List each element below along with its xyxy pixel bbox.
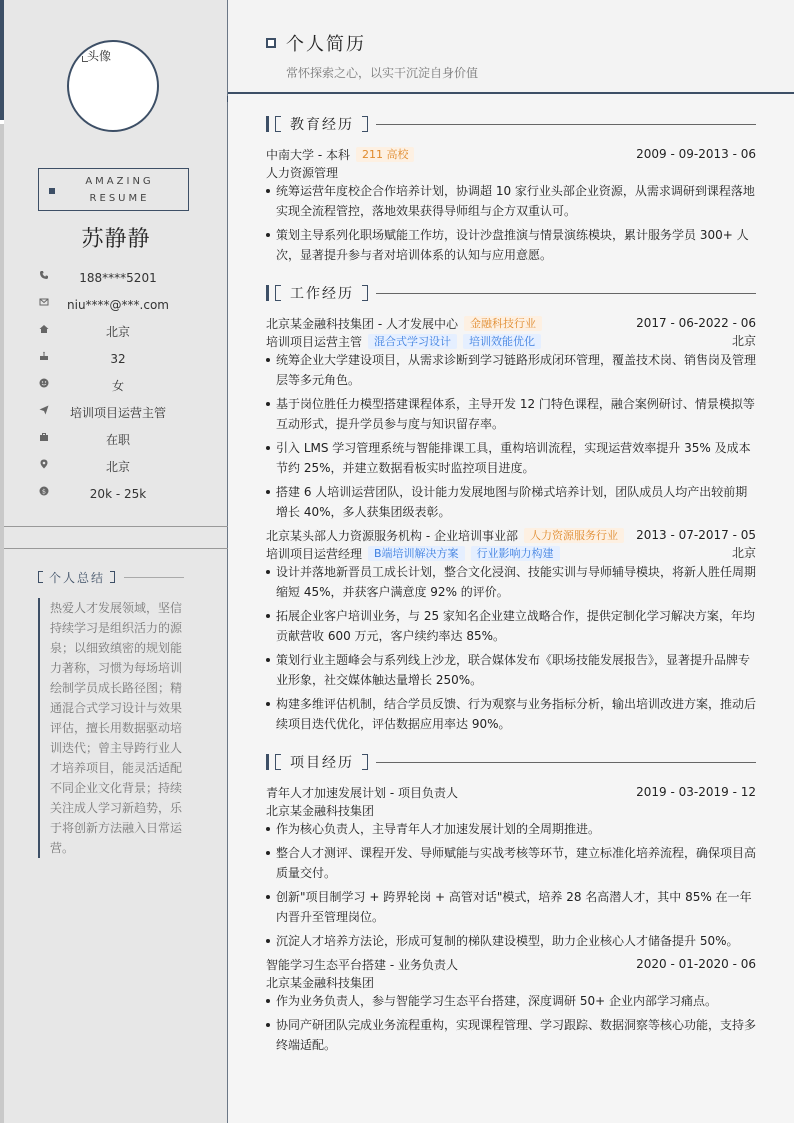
education-row: [266, 145, 756, 163]
money-icon: [39, 486, 49, 496]
amazing-resume-badge: [38, 168, 189, 211]
role-row: [266, 544, 756, 562]
bracket-right-icon: [362, 285, 368, 301]
project-bullets: [266, 819, 756, 951]
project-date: 2019 - 03-2019 - 12: [636, 785, 756, 799]
project-name: 青年人才加速发展计划 - 项目负责人: [266, 785, 458, 800]
summary-rule: [124, 577, 184, 578]
page-title: 个人简历: [286, 34, 366, 55]
project-row: [266, 955, 756, 973]
section-title: 教育经历: [290, 117, 354, 133]
project-entry-1: [266, 783, 756, 955]
badge-line-2: RESUME: [89, 192, 150, 204]
position-value: 培训项目运营主管: [69, 406, 166, 420]
info-position: [4, 399, 228, 426]
list-item: 搭建 6 人培训运营团队，设计能力发展地图与阶梯式培养计划，团队成员人均产出较前期增长 40%，多人获集团级表彰。: [266, 482, 756, 522]
age-value: 32: [110, 351, 126, 366]
list-item: 引入 LMS 学习管理系统与智能排课工具，重构培训流程，实现运营效率提升 35% 及成本节约 25%，并建立数据看板实时监控项目进度。: [266, 438, 756, 478]
role-name: 培训项目运营经理: [266, 546, 363, 561]
avatar-label: 头像: [87, 49, 112, 63]
company-name: 北京某金融科技集团 - 人才发展中心: [266, 316, 458, 331]
home-value: 北京: [105, 325, 130, 339]
work-date: 2017 - 06-2022 - 06: [636, 316, 756, 330]
location-icon: [39, 459, 49, 469]
list-item: 拓展企业客户培训业务，与 25 家知名企业建立战略合作，提供定制化学习解决方案，年均贡献营收 600 万元，客户续约率达 85%。: [266, 606, 756, 646]
role-tag: 培训效能优化: [463, 334, 541, 349]
role-tag: B端培训解决方案: [368, 546, 465, 561]
list-item: 创新"项目制学习 + 跨界轮岗 + 高管对话"模式，培养 28 名高潜人才，其中 85% 在一年内晋升至管理岗位。: [266, 887, 756, 927]
work-city: 北京: [731, 334, 756, 348]
work-bullets: [266, 350, 756, 522]
section-rule: [376, 124, 756, 125]
gender-value: 女: [111, 379, 124, 393]
bracket-right-icon: [362, 116, 368, 132]
section-bar: [266, 116, 269, 132]
badge-square-icon: [49, 188, 55, 194]
phone-value: 188****5201: [79, 270, 157, 285]
section-rule: [376, 293, 756, 294]
status-value: 在职: [105, 433, 130, 447]
section-bar: [266, 754, 269, 770]
list-item: 作为核心负责人，主导青年人才加速发展计划的全周期推进。: [266, 819, 756, 839]
project-org: 北京某金融科技集团: [266, 975, 375, 990]
badge-text: [39, 173, 188, 207]
info-gender: [4, 372, 228, 399]
info-list: [4, 264, 228, 507]
home-icon: [39, 324, 49, 334]
section-rule: [376, 762, 756, 763]
list-item: 作为业务负责人，参与智能学习生态平台搭建，深度调研 50+ 企业内部学习痛点。: [266, 991, 756, 1011]
email-value: niu****@***.com: [67, 297, 169, 312]
school-name: 中南大学 - 本科: [266, 147, 350, 162]
education-bullets: [266, 181, 756, 265]
badge-line-1: AMAZING: [85, 175, 154, 187]
list-item: 协同产研团队完成业务流程重构，实现课程管理、学习跟踪、数据洞察等核心功能，支持多终端适配。: [266, 1015, 756, 1055]
info-location: [4, 453, 228, 480]
sidebar-divider-1: [4, 526, 228, 527]
info-age: [4, 345, 228, 372]
list-item: 策划行业主题峰会与系列线上沙龙，联合媒体发布《职场技能发展报告》，显著提升品牌专业形象，社交媒体触达量增长 250%。: [266, 650, 756, 690]
list-item: 统筹运营年度校企合作培养计划，协调超 10 家行业头部企业资源，从需求调研到课程落地实现全流程管控，落地效果获得导师组与企方双重认可。: [266, 181, 756, 221]
project-org: 北京某金融科技集团: [266, 803, 375, 818]
resume-header: [228, 0, 794, 94]
summary-heading: [38, 570, 115, 584]
phone-icon: [39, 270, 49, 280]
work-heading: [266, 285, 756, 301]
title-square-icon: [266, 38, 276, 48]
company-tag: 人力资源服务行业: [524, 528, 624, 543]
project-entry-2: [266, 955, 756, 1059]
role-name: 培训项目运营主管: [266, 334, 363, 349]
info-salary: [4, 480, 228, 507]
project-date: 2020 - 01-2020 - 06: [636, 957, 756, 971]
education-entry: [266, 145, 756, 269]
role-tag: 行业影响力构建: [471, 546, 560, 561]
cake-icon: [39, 351, 49, 361]
section-title: 项目经历: [290, 755, 354, 771]
briefcase-icon: [39, 432, 49, 442]
list-item: 设计并落地新晋员工成长计划，整合文化浸润、技能实训与导师辅导模块，将新人胜任周期缩短 45%，并获客户满意度 92% 的评价。: [266, 562, 756, 602]
sidebar: [4, 0, 228, 1123]
work-city: 北京: [731, 546, 756, 560]
mail-icon: [39, 297, 49, 307]
project-name: 智能学习生态平台搭建 - 业务负责人: [266, 957, 458, 972]
sidebar-divider-2: [4, 548, 228, 549]
info-phone: [4, 264, 228, 291]
info-status: [4, 426, 228, 453]
role-row: [266, 332, 756, 350]
location-value: 北京: [105, 460, 130, 474]
list-item: 构建多维评估机制，结合学员反馈、行为观察与业务指标分析，输出培训改进方案，推动后续项目迭代优化，评估数据应用率达 90%。: [266, 694, 756, 734]
svg-text:$: $: [41, 487, 47, 496]
role-tag: 混合式学习设计: [368, 334, 457, 349]
company-row: [266, 526, 756, 544]
list-item: 策划主导系列化职场赋能工作坊，设计沙盘推演与情景演练模块，累计服务学员 300+ 人次，显著提升参与者对培训体系的认知与应用意愿。: [266, 225, 756, 265]
avatar: [67, 40, 159, 132]
project-bullets: [266, 991, 756, 1055]
major-row: [266, 163, 756, 181]
person-name: 苏静静: [81, 227, 151, 252]
list-item: 统筹企业大学建设项目，从需求诊断到学习链路形成闭环管理，覆盖技术岗、销售岗及管理层等多元角色。: [266, 350, 756, 390]
school-tag: 211 高校: [356, 147, 415, 162]
company-name: 北京某头部人力资源服务机构 - 企业培训事业部: [266, 528, 518, 543]
project-org-row: [266, 801, 756, 819]
work-entry-1: [266, 314, 756, 526]
company-row: [266, 314, 756, 332]
page-subtitle: 常怀探索之心，以实干沉淀自身价值: [286, 66, 479, 80]
summary-title: 个人总结: [49, 570, 106, 585]
company-tag: 金融科技行业: [464, 316, 542, 331]
education-heading: [266, 116, 756, 132]
summary-text: 热爱人才发展领域，坚信持续学习是组织活力的源泉；以细致缜密的规划能力著称，习惯为每场培训绘制学员成长路径图；精通混合式学习设计与效果评估，擅长用数据驱动培训迭代；曾主导跨行业人才培养项目，能灵活适配不同企业文化背景；持续关注成人学习新趋势，乐于将创新方法融入日常运营。: [38, 598, 184, 858]
projects-heading: [266, 754, 756, 770]
smile-icon: [39, 378, 49, 388]
main-content: [228, 94, 794, 1123]
bracket-right-icon: [110, 571, 115, 583]
section-bar: [266, 285, 269, 301]
work-bullets: [266, 562, 756, 734]
project-row: [266, 783, 756, 801]
info-home: [4, 318, 228, 345]
work-date: 2013 - 07-2017 - 05: [636, 528, 756, 542]
work-entry-2: [266, 526, 756, 738]
major: 人力资源管理: [266, 165, 339, 180]
send-icon: [39, 405, 49, 415]
list-item: 基于岗位胜任力模型搭建课程体系，主导开发 12 门特色课程，融合案例研讨、情景模拟等互动形式，提升学员参与度与知识留存率。: [266, 394, 756, 434]
bracket-right-icon: [362, 754, 368, 770]
list-item: 沉淀人才培养方法论，形成可复制的梯队建设模型，助力企业核心人才储备提升 50%。: [266, 931, 756, 951]
education-date: 2009 - 09-2013 - 06: [636, 147, 756, 161]
list-item: 整合人才测评、课程开发、导师赋能与实战考核等环节，建立标准化培养流程，确保项目高质量交付。: [266, 843, 756, 883]
project-org-row: [266, 973, 756, 991]
salary-value: 20k - 25k: [89, 486, 147, 501]
info-email: [4, 291, 228, 318]
section-title: 工作经历: [290, 286, 354, 302]
